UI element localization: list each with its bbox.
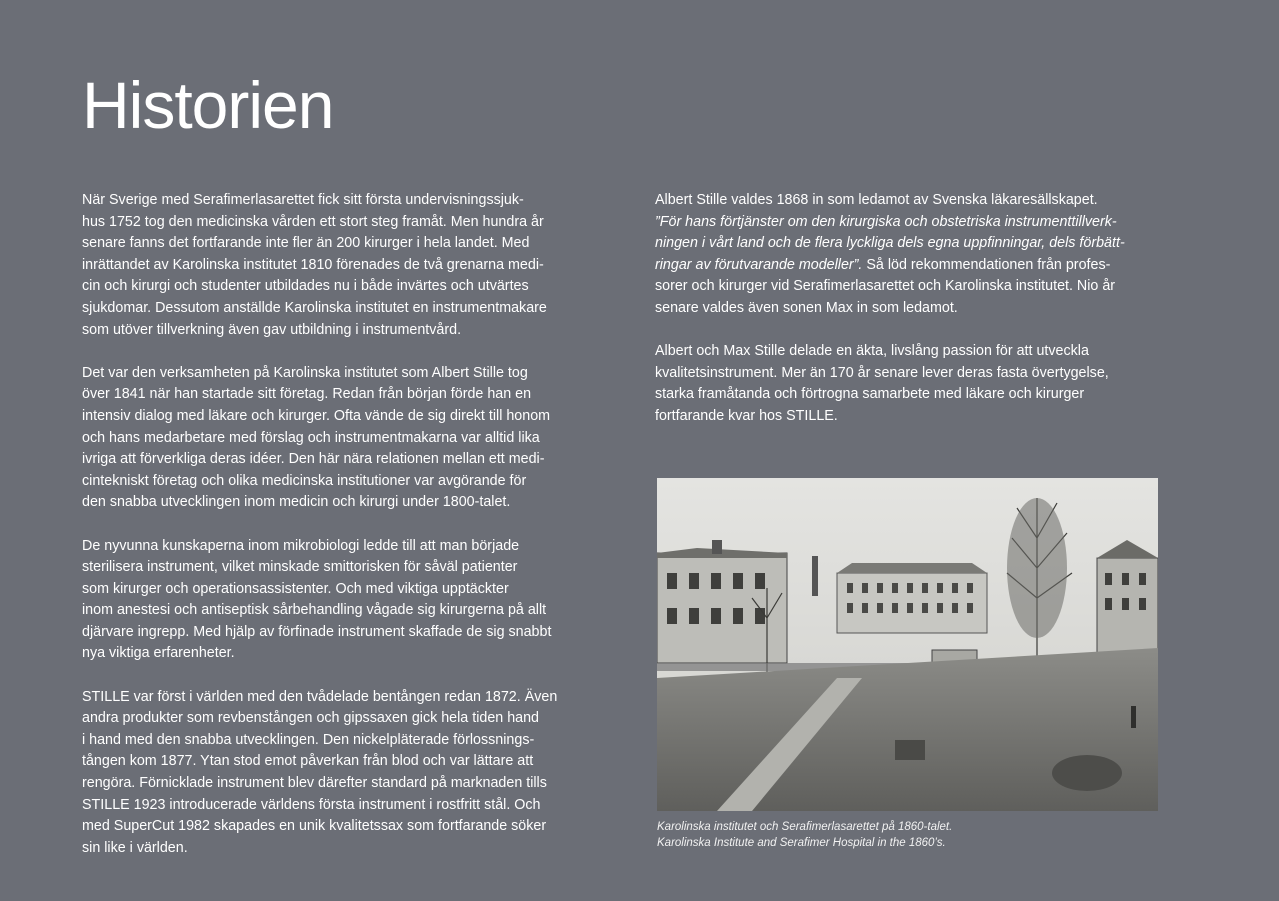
history-paragraph-1: När Sverige med Serafimerlasarettet fick sitt första undervisningssjuk- hus 1752 tog den medicinska vården ett stort steg framåt. Men hundra år senare fanns det fortfarande inte fler än 200 kirurger i hela landet. Med inrättandet av Karolinska institutet 1810 förenades de två grenarna medi- cin och kirurgi och studenter utbildades nu i både invärtes och utvärtes sjukdomar. Dessutom anställde Karolinska institutet en instrumentmakare som utöver tillverkning även gav utbildning i instrumentvård.	[82, 192, 547, 338]
historic-photo	[657, 478, 1158, 811]
left-text-column	[82, 190, 587, 881]
history-paragraph-4: STILLE var först i världen med den tvådelade bentången redan 1872. Även andra produkter som revbenstången och gipssaxen gick hela tiden hand i hand med den snabba utvecklingen. Den nickelpläterade förlossnings- tången kom 1877. Ytan stod emot påverkan från blod och var lättare att rengöra. Förnicklade instrument blev därefter standard på marknaden tills STILLE 1923 introducerade världens första instrument i rostfritt stål. Och med SuperCut 1982 skapades en unik kvalitetssax som fortfarande söker sin like i världen.	[82, 688, 558, 856]
membership-rest: Så löd rekommendationen från profes- sorer och kirurger vid Serafimerlasarettet och Karolinska institutet. Nio år senare valdes även sonen Max in som ledamot.	[655, 256, 1116, 316]
history-paragraph-2: Det var den verksamheten på Karolinska institutet som Albert Stille tog över 1841 när han startade sitt företag. Redan från början förde han en intensiv dialog med läkare och kirurger. Ofta vände de sig direkt till honom och hans medarbetare med förslag och instrumentmakarna var alltid lika ivriga att förverkliga deras idéer. Den här nära relationen mellan ett medi- cintekniskt företag och olika medicinska institutioner var avgörande för den snabba utvecklingen inom medicin och kirurgi under 1800-talet.	[82, 364, 551, 511]
history-paragraph-3: De nyvunna kunskaperna inom mikrobiologi ledde till att man började sterilisera instrument, vilket minskade smittorisken för såväl patienter som kirurger och operationsassistenter. Och med viktiga upptäckter inom anestesi och antiseptisk sårbehandling vågade sig kirurgerna på allt djärvare ingrepp. Med hjälp av förfinade instrument skaffade de sig snabbt nya viktiga erfarenheter.	[82, 537, 552, 662]
membership-intro: Albert Stille valdes 1868 in som ledamot av Svenska läkaresällskapet.	[655, 192, 1098, 208]
page-title: Historien	[82, 68, 334, 142]
recommendation-quote: ”För hans förtjänster om den kirurgiska och obstetriska instrumenttillverk- ningen i vårt land och de flera lyckliga dels egna uppfinningar, dels förbätt- ringar av förutvarande modeller”.	[655, 213, 1125, 273]
passion-paragraph: Albert och Max Stille delade en äkta, livslång passion för att utveckla kvalitetsinstrument. Mer än 170 år senare lever deras fasta övertygelse, starka framåtanda och förtrogna samarbete med läkare och kirurger fortfarande kvar hos STILLE.	[655, 343, 1109, 424]
photo-caption	[657, 820, 1158, 851]
right-text-column	[655, 190, 1160, 449]
membership-paragraph	[655, 190, 1160, 320]
caption-swedish: Karolinska institutet och Serafimerlasarettet på 1860-talet.	[657, 821, 953, 833]
caption-english: Karolinska Institute and Serafimer Hospital in the 1860’s.	[657, 836, 946, 849]
